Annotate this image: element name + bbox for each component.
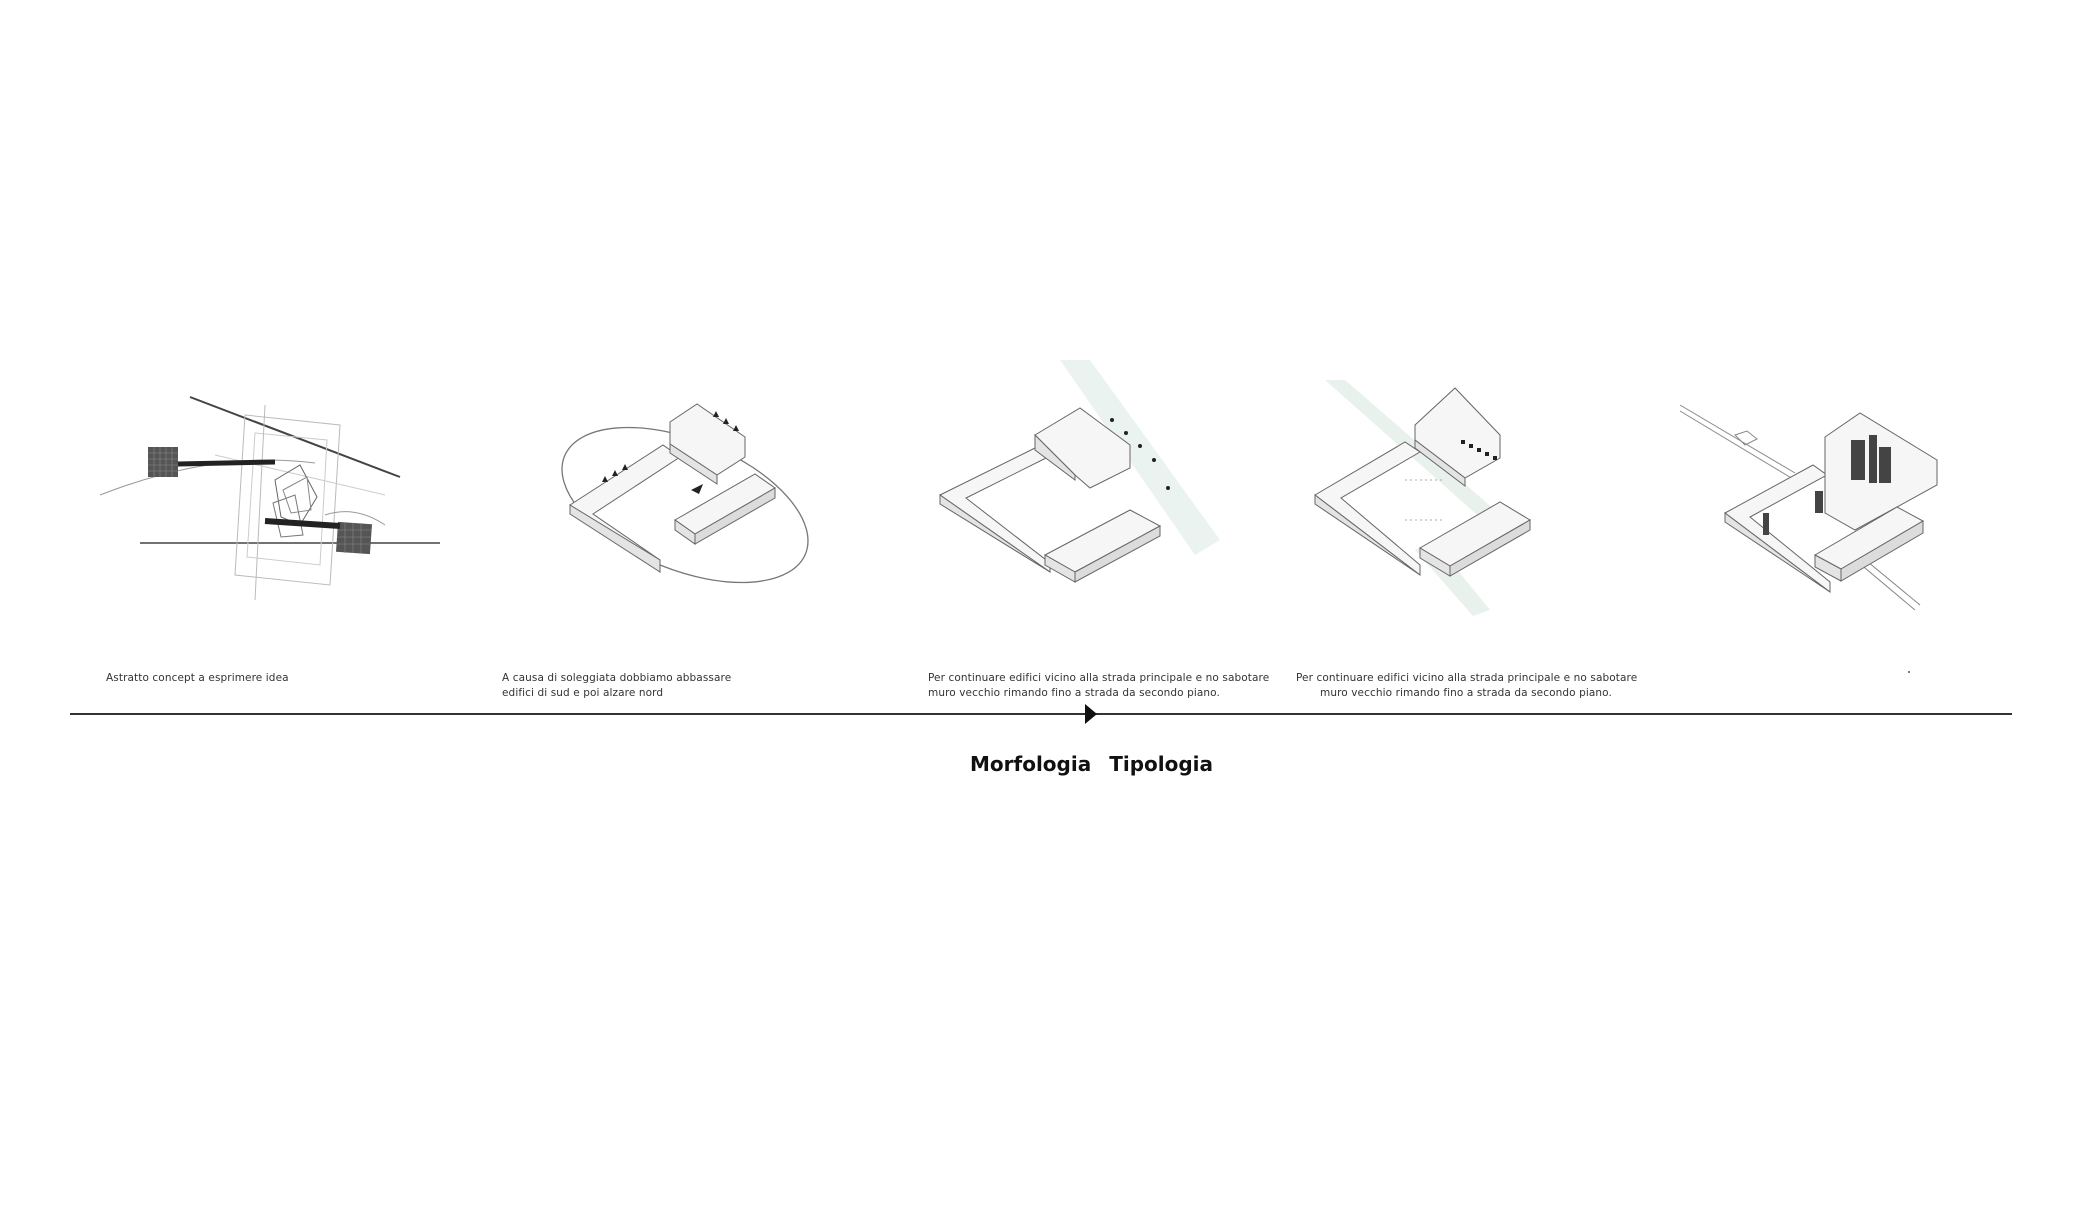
concept-sketch-3 — [930, 360, 1220, 600]
step-caption-5-marker — [1908, 671, 1910, 673]
step-caption-3 — [928, 671, 1269, 701]
footer-word-tipologia: Tipologia — [1109, 752, 1214, 776]
caption-line: Astratto concept a esprimere idea — [106, 672, 289, 684]
caption-line: edifici di sud e poi alzare nord — [502, 687, 664, 699]
caption-line: Per continuare edifici vicino alla strada principale e no sabotare — [928, 672, 1270, 684]
concept-sketch-2 — [545, 392, 815, 602]
concept-sketch-4 — [1305, 380, 1575, 620]
caption-line: A causa di soleggiata dobbiamo abbassare — [502, 672, 732, 684]
step-caption-2 — [502, 671, 731, 701]
caption-line: muro vecchio rimando fino a strada da secondo piano. — [1320, 687, 1612, 699]
timeline-line — [70, 713, 2012, 715]
step-caption-4 — [1296, 671, 1637, 701]
caption-line: Per continuare edifici vicino alla strada principale e no sabotare — [1296, 672, 1638, 684]
timeline-arrow-icon — [1085, 704, 1097, 724]
caption-line: muro vecchio rimando fino a strada da secondo piano. — [928, 687, 1220, 699]
footer-title — [970, 752, 1213, 776]
step-caption-1 — [106, 671, 289, 686]
footer-word-morfologia: Morfologia — [970, 752, 1092, 776]
concept-sketch-1 — [95, 385, 445, 615]
concept-sketch-5 — [1675, 395, 1975, 625]
